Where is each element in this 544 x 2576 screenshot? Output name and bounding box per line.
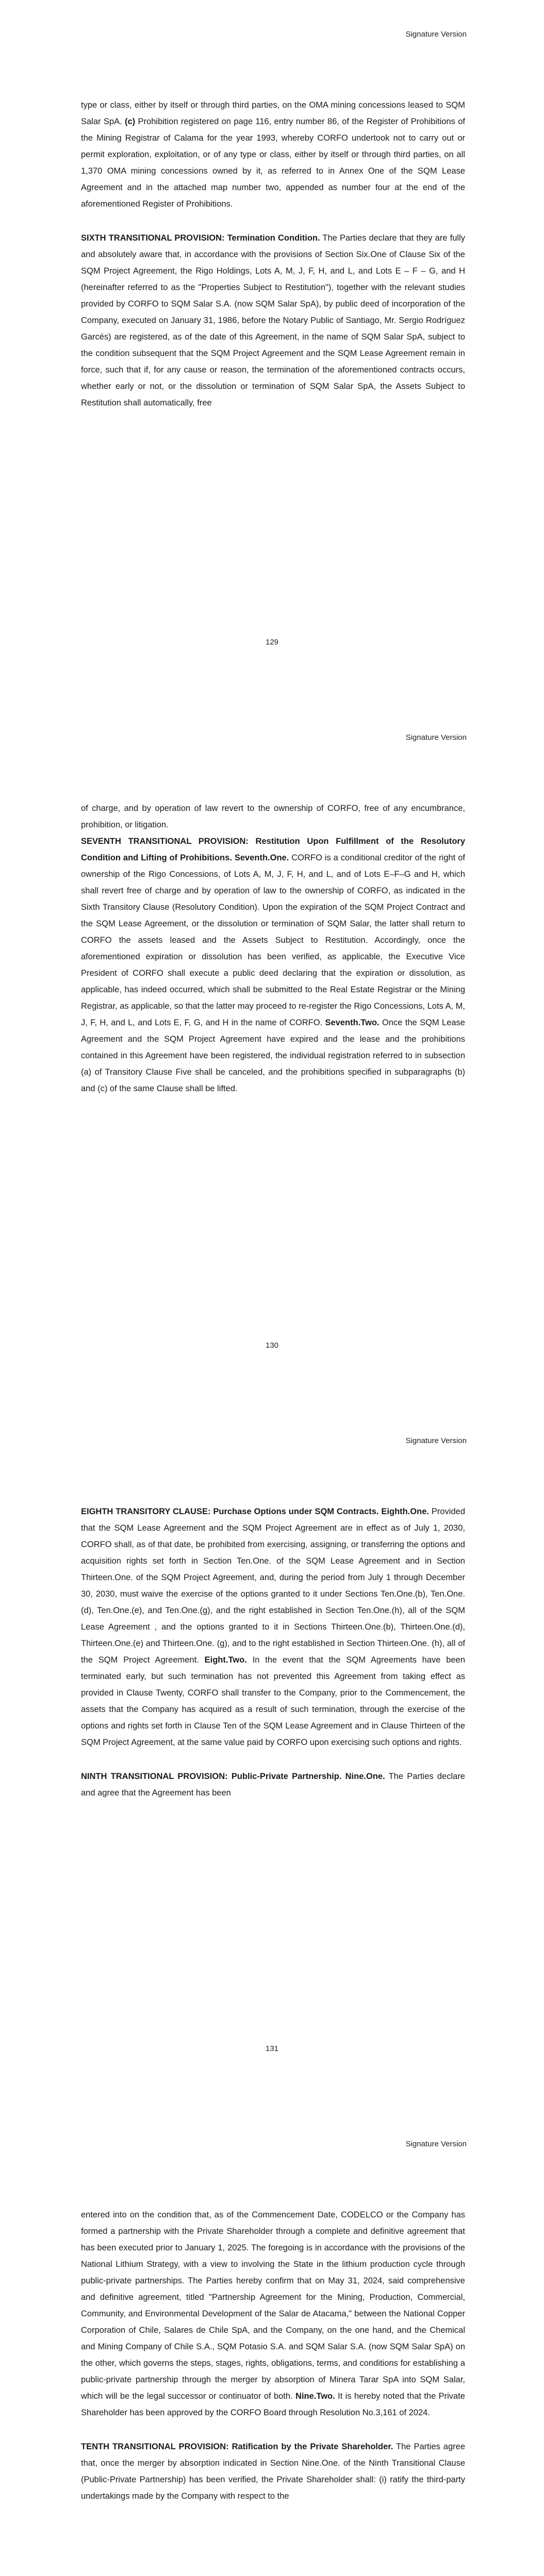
page-number: 131 [265, 2044, 279, 2053]
page-number: 130 [265, 1341, 279, 1350]
text-run: CORFO is a conditional creditor of the right of ownership of the Rigo Concessions, of Lots A, M, J, F, H, and L, and of Lots E–F–G and H, which shall revert free of charge and by operation of law to the ownership of CORFO, as indicated in the Sixth Transitory Clause (Resolutory Condition). Upon the expiration of the SQM Project Contract and the SQM Lease Agreement, or the dissolution or termination of SQM Salar, the latter shall return to CORFO the assets leased and the Assets Subject to Restitution. Accordingly, once the aforementioned expiration or dissolution has been verified, as applicable, the Executive Vice President of CORFO shall execute a public deed declaring that the expiration or dissolution, as applicable, has indeed occurred, which shall be submitted to the Real Estate Registrar or the Mining Registrar, as applicable, so that the latter may proceed to re-register the Rigo Concessions, Lots A, M, J, F, H, and L, and Lots E, F, G, and H in the name of CORFO. [81, 853, 465, 1027]
paragraph [81, 2438, 465, 2504]
page-header: Signature Version [405, 733, 467, 742]
text-run: Provided that the SQM Lease Agreement and the SQM Project Agreement are in effect as of July 1, 2030, CORFO shall, as of that date, be prohibited from exercising, assigning, or transferring the options and acquisition rights set forth in Section Ten.One. of the SQM Lease Agreement and in Section Thirteen.One. of the SQM Project Agreement, and, during the period from July 1 through December 30, 2030, must waive the exercise of the options granted to it under Sections Ten.One.(b), Ten.One.(d), Ten.One.(e), and Ten.One.(g), and the right established in Section Ten.One.(h), all of the SQM Lease Agreement , and the options granted to it in Sections Thirteen.One.(b), Thirteen.One.(d), Thirteen.One.(e) and Thirteen.One. (g), and to the right established in Section Thirteen.One. (h), all of the SQM Project Agreement. [81, 1507, 465, 1665]
text-run-bold: Nine.Two. [295, 2392, 335, 2401]
page-body [81, 800, 465, 1114]
paragraph [81, 230, 465, 411]
paragraph [81, 1768, 465, 1801]
document-page [0, 0, 544, 703]
section-heading: NINTH TRANSITIONAL PROVISION: Public-Private Partnership. Nine.One. [81, 1772, 385, 1781]
document-page [0, 1406, 544, 2110]
page-body [81, 2207, 465, 2522]
text-run: The Parties declare that they are fully and absolutely aware that, in accordance with the provisions of Section Six.One of Clause Six of the SQM Project Agreement, the Rigo Holdings, Lots A, M, J, F, H, and L, and Lots E – F – G, and H (hereinafter referred to as the "Properties Subject to Restitution"), together with the relevant studies provided by CORFO to SQM Salar S.A. (now SQM Salar SpA), by public deed of incorporation of the Company, executed on January 31, 1986, before the Notary Public of Santiago, Mr. Sergio Rodríguez Garcés) are registered, as of the date of this Agreement, in the name of SQM Salar SpA, subject to the condition subsequent that the SQM Project Agreement and the SQM Lease Agreement remain in force, such that if, for any cause or reason, the termination of the aforementioned contracts occurs, whether early or not, or the dissolution or termination of SQM Salar SpA, the Assets Subject to Restitution shall automatically, free [81, 233, 465, 408]
text-run-bold: Seventh.Two. [325, 1018, 380, 1027]
text-run: of charge, and by operation of law revert to the ownership of CORFO, free of any encumbrance, prohibition, or litigation. [81, 804, 465, 829]
paragraph [81, 97, 465, 212]
text-run: entered into on the condition that, as of the Commencement Date, CODELCO or the Company has formed a partnership with the Private Shareholder through a complete and definitive agreement that has been executed prior to January 1, 2025. The foregoing is in accordance with the provisions of the National Lithium Strategy, with a view to involving the State in the lithium production cycle through public-private partnerships. The Parties hereby confirm that on May 31, 2024, said comprehensive and definitive agreement, titled "Partnership Agreement for the Mining, Production, Commercial, Community, and Environmental Development of the Salar de Atacama," between the National Copper Corporation of Chile, Salares de Chile SpA, and the Company, on the one hand, and the Chemical and Mining Company of Chile S.A., SQM Potasio S.A. and SQM Salar S.A. (now SQM Salar SpA) on the other, which governs the steps, stages, rights, obligations, terms, and conditions for establishing a public-private partnership through the merger by absorption of Minera Tarar SpA into SQM Salar, which will be the legal successor or continuator of both. [81, 2210, 465, 2401]
section-heading: SEVENTH TRANSITIONAL PROVISION: Restitution Upon Fulfillment of the Resolutory Condition and Lifting of Prohibitions. Seventh.One. [81, 837, 465, 862]
page-number: 129 [265, 638, 279, 647]
text-run: It is hereby noted that the Private Shareholder has been approved by the CORFO Board through Resolution No.3,161 of 2024. [81, 2392, 465, 2417]
section-heading: SIXTH TRANSITIONAL PROVISION: Termination Condition. [81, 233, 320, 243]
page-header: Signature Version [405, 2140, 467, 2148]
section-heading: EIGHTH TRANSITORY CLAUSE: Purchase Options under SQM Contracts. Eighth.One. [81, 1507, 429, 1516]
document-page [0, 703, 544, 1406]
paragraph [81, 833, 465, 1097]
page-body [81, 1503, 465, 1819]
text-run-bold: (c) [125, 117, 136, 126]
text-run: Once the SQM Lease Agreement and the SQM Project Agreement have expired and the lease and the prohibitions contained in this Agreement have been registered, the individual registration referred to in subsection (a) of Transitory Clause Five shall be canceled, and the prohibitions specified in subparagraphs (b) and (c) of the same Clause shall be lifted. [81, 1018, 465, 1093]
page-header: Signature Version [405, 30, 467, 39]
paragraph [81, 2207, 465, 2421]
text-run-bold: Eight.Two. [204, 1655, 247, 1665]
text-run: The Parties agree that, once the merger by absorption indicated in Section Nine.One. of the Ninth Transitional Clause (Public-Private Partnership) has been verified, the Private Shareholder shall: (i) ratify the third-party undertakings made by the Company with respect to the [81, 2442, 465, 2501]
paragraph [81, 1503, 465, 1751]
page-header: Signature Version [405, 1436, 467, 1445]
section-heading: TENTH TRANSITIONAL PROVISION: Ratification by the Private Shareholder. [81, 2442, 393, 2451]
document-page [0, 2110, 544, 2576]
page-body [81, 97, 465, 429]
text-run: Prohibition registered on page 116, entry number 86, of the Register of Prohibitions of the Mining Registrar of Calama for the year 1993, whereby CORFO undertook not to carry out or permit exploration, exploitation, or of any type or class, either by itself or through third parties, on all 1,370 OMA mining concessions owned by it, as referred to in Annex One of the SQM Lease Agreement and in the attached map number two, appended as number four at the end of the aforementioned Register of Prohibitions. [81, 117, 465, 209]
text-run: In the event that the SQM Agreements have been terminated early, but such termination has not prevented this Agreement from taking effect as provided in Clause Twenty, CORFO shall transfer to the Company, prior to the Commencement, the assets that the Company has acquired as a result of such termination, through the exercise of the options and rights set forth in Clause Ten of the SQM Lease Agreement and in Clause Thirteen of the SQM Project Agreement, at the same value paid by CORFO upon exercising such options and rights. [81, 1655, 465, 1747]
text-run: type or class, either by itself or through third parties, on the OMA mining concessions leased to SQM Salar SpA. [81, 100, 465, 126]
text-run: The Parties declare and agree that the Agreement has been [81, 1772, 465, 1798]
paragraph [81, 800, 465, 833]
